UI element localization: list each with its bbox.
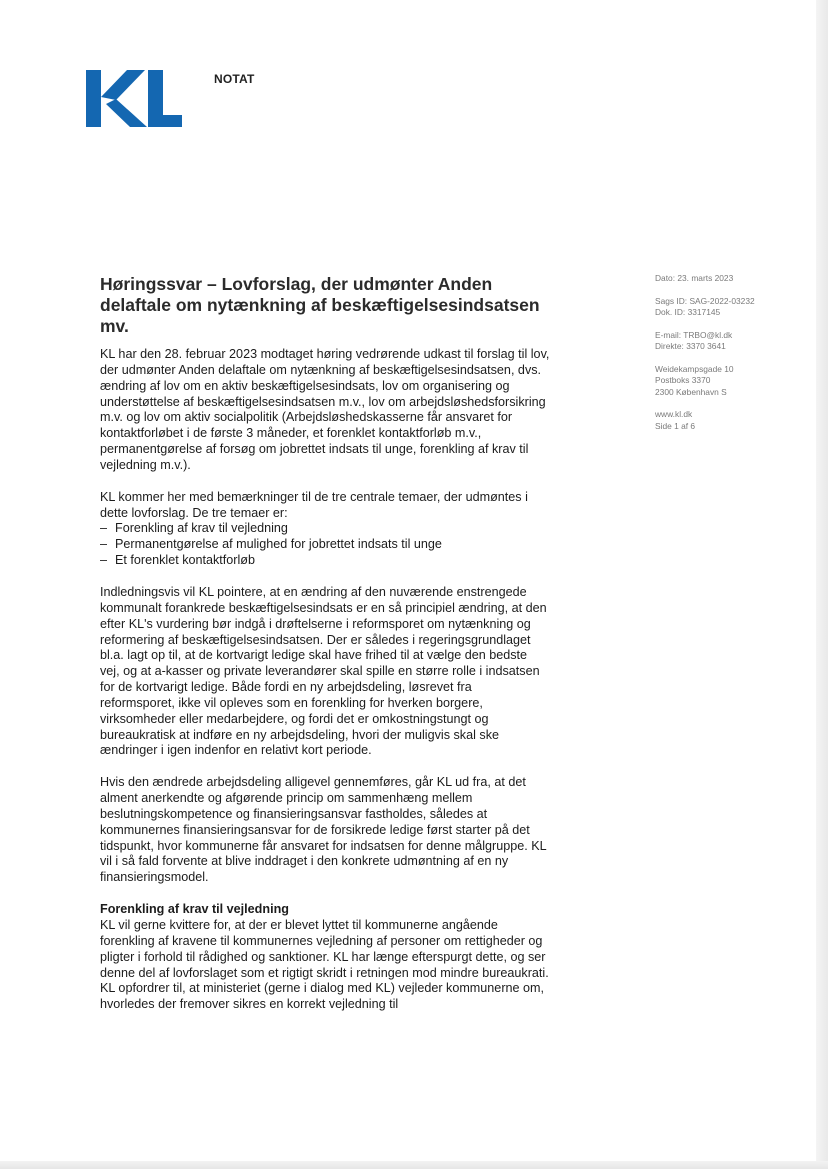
sags-id-value: SAG-2022-03232 xyxy=(689,295,755,306)
themes-intro-paragraph: KL kommer her med bemærkninger til de tre centrale temaer, der udmøntes i dette lovforslag. De tre temaer er: xyxy=(100,489,528,520)
theme-item: – Forenkling af krav til vejledning xyxy=(100,521,550,537)
dok-id-label: Dok. ID: xyxy=(655,307,686,317)
document-body xyxy=(100,347,550,1029)
address-line-postbox: Postboks 3370 xyxy=(655,375,711,385)
kl-logo xyxy=(86,70,182,130)
sags-id-row xyxy=(655,296,795,308)
web-group xyxy=(655,409,795,432)
address-line-city: 2300 København S xyxy=(655,386,727,397)
preliminary-remarks-paragraph: Indledningsvis vil KL pointere, at en ændring af den nuværende enstrengede kommunalt forankrede beskæftigelsesindsats er en så principiel ændring, at den efter KL's vurdering bør indgå i drøftelserne i reformsporet om nytænkning og reformering af beskæftigelsesindsatsen. Der er således i regeringsgrundlaget bl.a. lagt op til, at de kortvarigt ledige skal have frihed til at vælge den bedste vej, og at a-kasser og private leverandører skal spille en større rolle i indsatsen for de kortvarigt ledige. Både fordi en ny arbejdsdeling, løsrevet fra reformsporet, ikke vil opleves som en forenkling for hverken borgere, virksomheder eller medarbejdere, og fordi det er omkostningstungt og bureaukratisk at indføre en ny arbejdsdeling, hvori der muligvis skal ske ændringer i igen indenfor en relativt kort periode. xyxy=(100,584,547,758)
direct-phone-label: Direkte: xyxy=(655,341,684,351)
address-line-street: Weidekampsgade 10 xyxy=(655,363,734,374)
id-group xyxy=(655,296,795,319)
dok-id-value: 3317145 xyxy=(687,307,721,317)
themes-list xyxy=(100,521,550,569)
email-row xyxy=(655,330,795,342)
date-group xyxy=(655,273,795,285)
address-group xyxy=(655,364,795,399)
section-heading-guidance: Forenkling af krav til vejledning xyxy=(100,902,289,917)
direct-phone-value: 3370 3641 xyxy=(686,341,726,351)
financing-paragraph: Hvis den ændrede arbejdsdeling alligevel gennemføres, går KL ud fra, at det alment anerkendte og afgørende princip om sammenhæng mellem beslutningskompetence og finansieringsansvar fastholdes, således at kommunernes finansieringsansvar for de forsikrede ledige først starter på det tidspunkt, hvor kommunerne får ansvaret for indsatsen for denne målgruppe. KL vil i så fald forvente at blive inddraget i den konkrete udmøntning af en ny finansieringsmodel. xyxy=(100,775,547,885)
page-bottom-shadow xyxy=(0,1161,828,1169)
date-row xyxy=(655,273,795,285)
theme-item: – Permanentgørelse af mulighed for jobrettet indsats til unge xyxy=(100,537,550,553)
guidance-paragraph: KL vil gerne kvittere for, at der er blevet lyttet til kommunerne angående forenkling af kravene til kommunernes vejledning af personer om rettigheder og pligter i forhold til rådighed og sanktioner. KL har længe efterspurgt dette, og ser denne del af lovforslaget som et rigtigt skridt i retningen mod mindre bureaukrati. KL opfordrer til, at ministeriet (gerne i dialog med KL) vejleder kommunerne om, hvorledes der fremover sikres en korrekt vejledning til xyxy=(100,918,549,1012)
date-value: 23. marts 2023 xyxy=(677,273,734,283)
website-link[interactable]: www.kl.dk xyxy=(655,409,693,419)
dok-id-row xyxy=(655,307,795,319)
direct-phone-row xyxy=(655,341,795,353)
document-title: Høringssvar – Lovforslag, der udmønter Anden delaftale om nytænkning af beskæftigelsesindsatsen mv. xyxy=(100,274,540,336)
metadata-sidebar xyxy=(655,273,795,443)
sags-id-label: Sags ID: xyxy=(655,295,688,306)
email-value[interactable]: TRBO@kl.dk xyxy=(683,329,733,340)
contact-group xyxy=(655,330,795,353)
intro-paragraph: KL har den 28. februar 2023 modtaget høring vedrørende udkast til forslag til lov, der udmønter Anden delaftale om nytænkning af beskæftigelsesindsatsen, dvs. ændring af lov om en aktiv beskæftigelsesindsats, lov om organisering og understøttelse af beskæftigelsesindsatsen m.v., lov om arbejdsløshedsforsikring m.v. og lov om aktiv socialpolitik (Arbejdsløshedskasserne får ansvaret for kontaktforløbet i de første 3 måneder, et forenklet kontaktforløb m.v., permanentgørelse af forsøg om jobrettet indsats til unge, forenkling af krav til vejledning m.v.). xyxy=(100,347,550,472)
theme-item: – Et forenklet kontaktforløb xyxy=(100,553,550,569)
page-edge-shadow xyxy=(816,0,828,1169)
email-label: E-mail: xyxy=(655,329,682,340)
document-type-label: NOTAT xyxy=(214,72,255,86)
page-number: Side 1 af 6 xyxy=(655,420,696,431)
date-label: Dato: xyxy=(655,273,676,283)
